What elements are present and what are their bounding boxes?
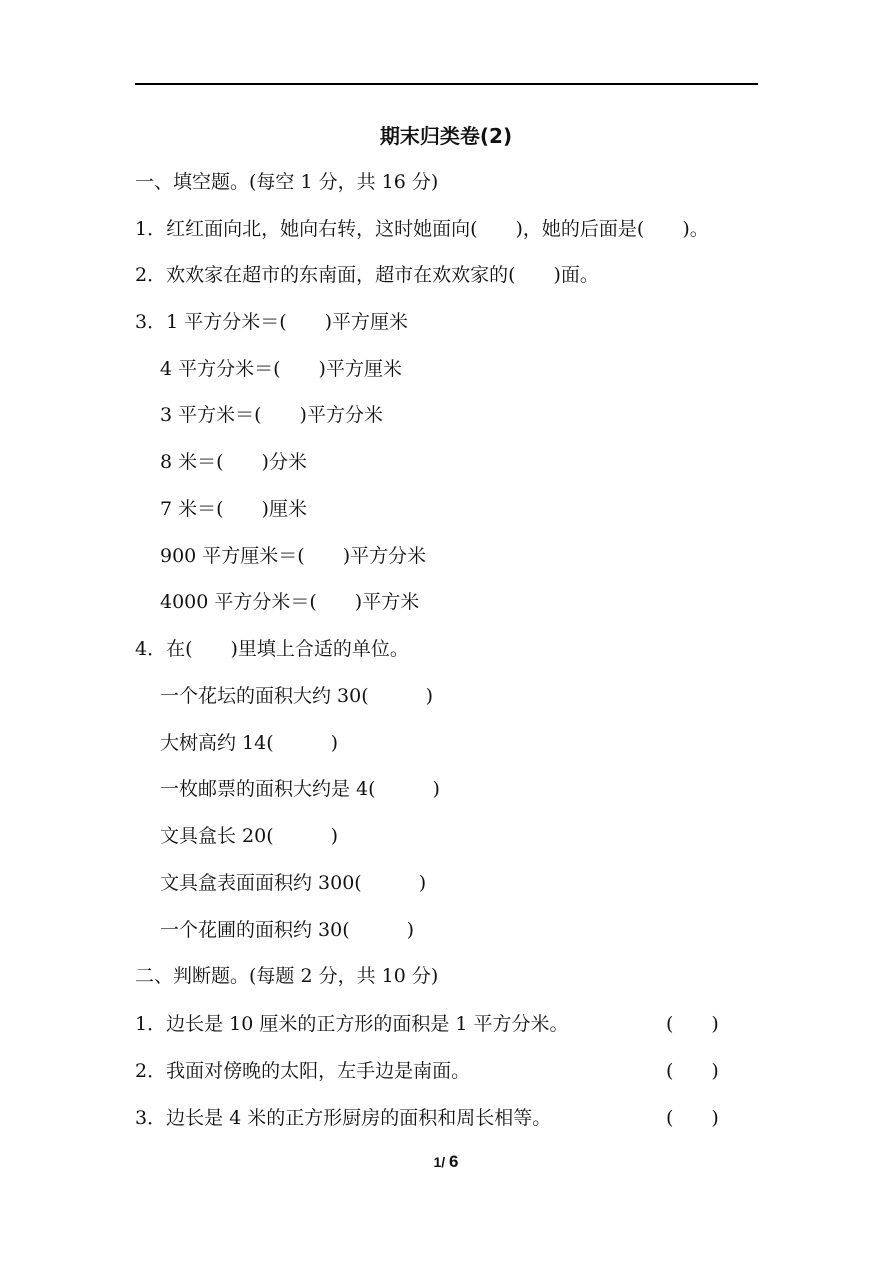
answer-bracket: ( ) bbox=[666, 1013, 719, 1035]
answer-bracket: ( ) bbox=[666, 1060, 719, 1082]
judgment-item: 3．边长是 4 米的正方形厨房的面积和周长相等。 bbox=[135, 1107, 552, 1129]
section-1-heading: 一、填空题。(每空 1 分，共 16 分) bbox=[135, 171, 439, 193]
question-3-item: 3 平方米＝( )平方分米 bbox=[160, 404, 383, 426]
page-current: 1/ bbox=[433, 1154, 446, 1170]
question-4-item: 一个花坛的面积大约 30( ) bbox=[160, 685, 434, 707]
header-rule bbox=[135, 83, 758, 85]
question-4: 4．在( )里填上合适的单位。 bbox=[135, 638, 409, 660]
question-4-item: 大树高约 14( ) bbox=[160, 732, 339, 754]
question-3-item: 900 平方厘米＝( )平方分米 bbox=[160, 545, 427, 567]
section-2-heading: 二、判断题。(每题 2 分，共 10 分) bbox=[135, 965, 439, 987]
judgment-item: 1．边长是 10 厘米的正方形的面积是 1 平方分米。 bbox=[135, 1013, 569, 1035]
page-total: 6 bbox=[449, 1152, 459, 1171]
question-4-item: 文具盒表面面积约 300( ) bbox=[160, 872, 427, 894]
question-3-item: 4000 平方分米＝( )平方米 bbox=[160, 591, 420, 613]
page-number bbox=[0, 1152, 892, 1172]
question-3-item: 4 平方分米＝( )平方厘米 bbox=[160, 358, 402, 380]
page-title: 期末归类卷(2) bbox=[379, 124, 513, 148]
question-3-item: 8 米＝( )分米 bbox=[160, 451, 307, 473]
question-2: 2．欢欢家在超市的东南面，超市在欢欢家的( )面。 bbox=[135, 264, 599, 286]
question-3-item: 7 米＝( )厘米 bbox=[160, 498, 307, 520]
question-3: 3．1 平方分米＝( )平方厘米 bbox=[135, 311, 409, 333]
question-4-item: 文具盒长 20( ) bbox=[160, 825, 339, 847]
question-4-item: 一枚邮票的面积大约是 4( ) bbox=[160, 778, 440, 800]
question-1: 1．红红面向北，她向右转，这时她面向( )，她的后面是( )。 bbox=[135, 218, 709, 240]
judgment-item: 2．我面对傍晚的太阳，左手边是南面。 bbox=[135, 1060, 471, 1082]
answer-bracket: ( ) bbox=[666, 1107, 719, 1129]
question-4-item: 一个花圃的面积约 30( ) bbox=[160, 919, 415, 941]
